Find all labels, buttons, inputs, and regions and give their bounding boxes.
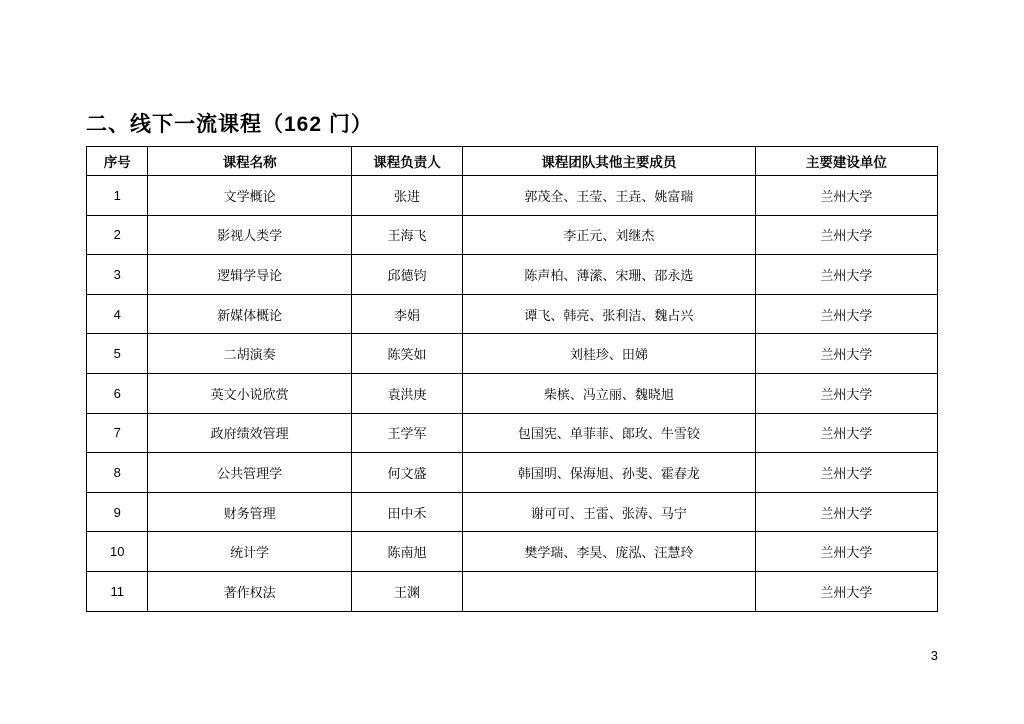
table-row <box>87 453 938 493</box>
table-row <box>87 334 938 374</box>
cell-build-unit: 兰州大学 <box>755 373 937 413</box>
cell-course-leader: 田中禾 <box>351 492 462 532</box>
cell-course-leader: 王学军 <box>351 413 462 453</box>
cell-no: 4 <box>87 294 148 334</box>
cell-no: 1 <box>87 176 148 216</box>
cell-build-unit: 兰州大学 <box>755 176 937 216</box>
cell-build-unit: 兰州大学 <box>755 413 937 453</box>
column-header-no: 序号 <box>87 147 148 176</box>
table-row <box>87 373 938 413</box>
cell-course-name: 公共管理学 <box>148 453 351 493</box>
table-row <box>87 176 938 216</box>
cell-course-team: 柴槟、冯立丽、魏晓旭 <box>463 373 755 413</box>
cell-course-name: 财务管理 <box>148 492 351 532</box>
cell-no: 10 <box>87 532 148 572</box>
cell-course-leader: 陈南旭 <box>351 532 462 572</box>
column-header-name: 课程名称 <box>148 147 351 176</box>
column-header-unit: 主要建设单位 <box>755 147 937 176</box>
cell-no: 11 <box>87 571 148 611</box>
cell-course-leader: 袁洪庚 <box>351 373 462 413</box>
cell-course-leader: 李娟 <box>351 294 462 334</box>
cell-course-team: 包国宪、单菲菲、郎玫、牛雪铰 <box>463 413 755 453</box>
table-row <box>87 492 938 532</box>
cell-course-name: 文学概论 <box>148 176 351 216</box>
cell-no: 9 <box>87 492 148 532</box>
cell-course-name: 二胡演奏 <box>148 334 351 374</box>
cell-course-name: 英文小说欣赏 <box>148 373 351 413</box>
cell-course-name: 影视人类学 <box>148 215 351 255</box>
page-number: 3 <box>930 648 938 663</box>
table-row <box>87 255 938 295</box>
cell-course-leader: 何文盛 <box>351 453 462 493</box>
table-row <box>87 294 938 334</box>
cell-no: 5 <box>87 334 148 374</box>
section-heading: 二、线下一流课程（162 门） <box>86 113 373 136</box>
cell-course-leader: 王海飞 <box>351 215 462 255</box>
cell-course-team: 郭茂全、王莹、王垚、姚富瑞 <box>463 176 755 216</box>
cell-course-name: 统计学 <box>148 532 351 572</box>
cell-course-team <box>463 571 755 611</box>
cell-course-name: 新媒体概论 <box>148 294 351 334</box>
table-row <box>87 413 938 453</box>
cell-build-unit: 兰州大学 <box>755 294 937 334</box>
course-table <box>86 146 938 612</box>
cell-build-unit: 兰州大学 <box>755 571 937 611</box>
cell-build-unit: 兰州大学 <box>755 532 937 572</box>
table-row <box>87 532 938 572</box>
cell-build-unit: 兰州大学 <box>755 255 937 295</box>
cell-course-team: 谭飞、韩亮、张利洁、魏占兴 <box>463 294 755 334</box>
cell-course-team: 谢可可、王雷、张涛、马宁 <box>463 492 755 532</box>
cell-course-team: 李正元、刘继杰 <box>463 215 755 255</box>
cell-course-leader: 张进 <box>351 176 462 216</box>
cell-course-name: 逻辑学导论 <box>148 255 351 295</box>
cell-no: 2 <box>87 215 148 255</box>
cell-course-team: 樊学瑞、李昊、庞泓、汪慧玲 <box>463 532 755 572</box>
table-header-row <box>87 147 938 176</box>
cell-build-unit: 兰州大学 <box>755 453 937 493</box>
cell-course-name: 著作权法 <box>148 571 351 611</box>
cell-course-team: 陈声柏、薄潆、宋珊、邵永选 <box>463 255 755 295</box>
cell-course-team: 刘桂珍、田娣 <box>463 334 755 374</box>
cell-no: 8 <box>87 453 148 493</box>
column-header-team: 课程团队其他主要成员 <box>463 147 755 176</box>
cell-no: 3 <box>87 255 148 295</box>
cell-no: 7 <box>87 413 148 453</box>
cell-course-leader: 邱德钧 <box>351 255 462 295</box>
cell-build-unit: 兰州大学 <box>755 492 937 532</box>
cell-no: 6 <box>87 373 148 413</box>
cell-build-unit: 兰州大学 <box>755 334 937 374</box>
column-header-leader: 课程负责人 <box>351 147 462 176</box>
table-row <box>87 571 938 611</box>
cell-course-leader: 王渊 <box>351 571 462 611</box>
table-body <box>87 176 938 612</box>
cell-build-unit: 兰州大学 <box>755 215 937 255</box>
cell-course-leader: 陈笑如 <box>351 334 462 374</box>
table-row <box>87 215 938 255</box>
cell-course-name: 政府绩效管理 <box>148 413 351 453</box>
cell-course-team: 韩国明、保海旭、孙斐、霍春龙 <box>463 453 755 493</box>
